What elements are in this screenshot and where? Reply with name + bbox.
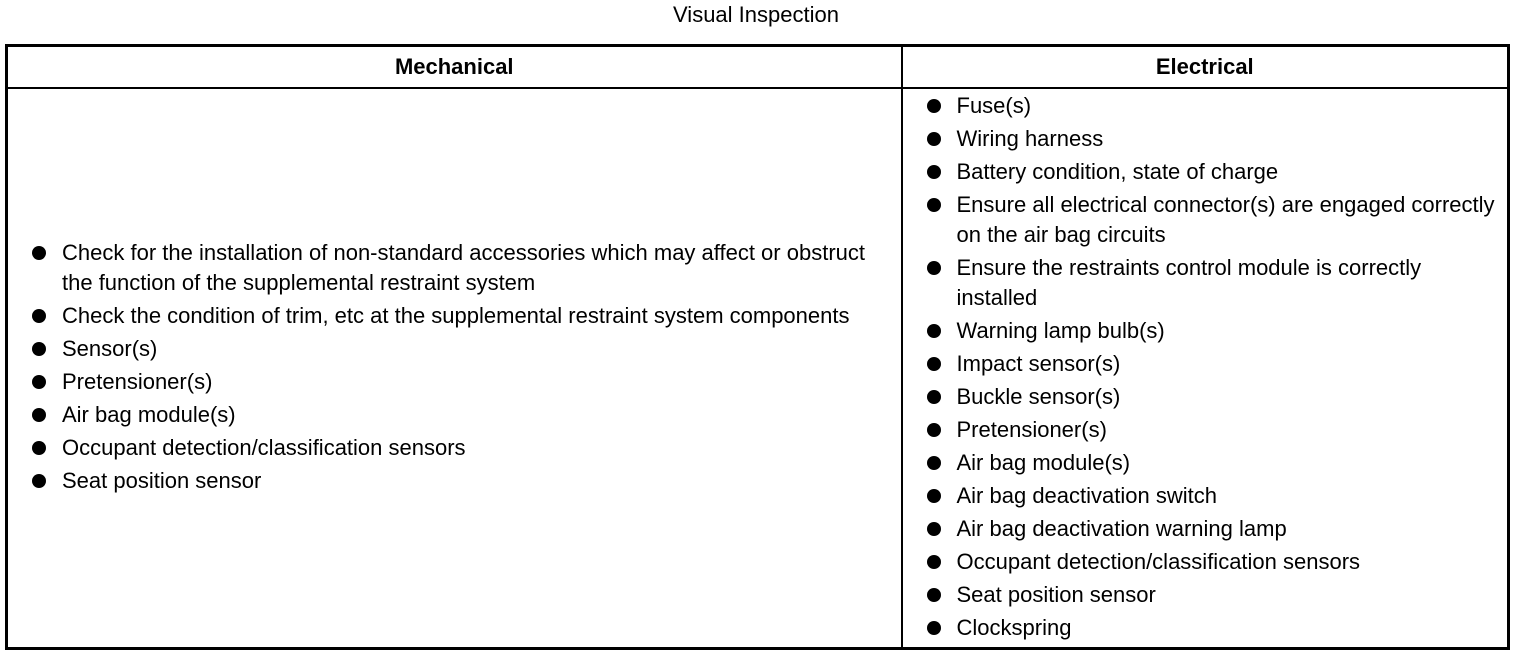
list-item bbox=[8, 466, 901, 496]
bullet-icon bbox=[927, 324, 941, 338]
bullet-icon bbox=[32, 408, 46, 422]
list-item bbox=[8, 334, 901, 364]
bullet-icon bbox=[927, 555, 941, 569]
bullet-icon bbox=[927, 588, 941, 602]
list-item-text: Wiring harness bbox=[956, 125, 1104, 151]
bullet-icon bbox=[927, 99, 941, 113]
list-item-text: Occupant detection/classification sensors bbox=[62, 434, 466, 460]
bullet-icon bbox=[927, 165, 941, 179]
list-item-text: Air bag module(s) bbox=[62, 401, 236, 427]
list-item-text: Seat position sensor bbox=[956, 581, 1156, 607]
bullet-icon bbox=[32, 246, 46, 260]
header-row bbox=[7, 46, 1509, 89]
list-item bbox=[903, 613, 1508, 643]
list-item-text: Air bag module(s) bbox=[956, 449, 1131, 475]
list-item bbox=[903, 382, 1508, 412]
list-item-text: Check the condition of trim, etc at the supplemental restraint system components bbox=[62, 302, 850, 328]
bullet-icon bbox=[927, 489, 941, 503]
list-item bbox=[903, 157, 1508, 187]
items-row bbox=[7, 88, 1509, 649]
bullet-icon bbox=[927, 357, 941, 371]
list-item bbox=[903, 316, 1508, 346]
bullet-icon bbox=[32, 309, 46, 323]
list-item-text: Pretensioner(s) bbox=[62, 368, 213, 394]
bullet-icon bbox=[927, 198, 941, 212]
list-item bbox=[903, 547, 1508, 577]
list-item bbox=[8, 400, 901, 430]
electrical-column-header: Electrical bbox=[902, 46, 1509, 89]
bullet-icon bbox=[32, 342, 46, 356]
list-item bbox=[903, 190, 1508, 250]
bullet-icon bbox=[32, 474, 46, 488]
list-item bbox=[8, 433, 901, 463]
list-item-text: Battery condition, state of charge bbox=[956, 158, 1279, 184]
bullet-icon bbox=[32, 375, 46, 389]
list-item-text: Ensure all electrical connector(s) are engaged correctly on the air bag circuits bbox=[956, 191, 1495, 247]
list-item-text: Clockspring bbox=[956, 614, 1072, 640]
list-item-text: Ensure the restraints control module is correctly installed bbox=[956, 254, 1422, 310]
bullet-icon bbox=[927, 456, 941, 470]
visual-inspection-table bbox=[5, 44, 1510, 650]
list-item-text: Occupant detection/classification sensors bbox=[956, 548, 1361, 574]
list-item bbox=[8, 238, 901, 298]
electrical-list bbox=[903, 91, 1508, 643]
list-item bbox=[903, 253, 1508, 313]
list-item bbox=[8, 301, 901, 331]
list-item bbox=[903, 124, 1508, 154]
mechanical-cell bbox=[7, 88, 902, 649]
bullet-icon bbox=[32, 441, 46, 455]
list-item-text: Fuse(s) bbox=[956, 92, 1032, 118]
table-caption: Visual Inspection bbox=[673, 2, 839, 27]
bullet-icon bbox=[927, 390, 941, 404]
list-item-text: Pretensioner(s) bbox=[956, 416, 1107, 442]
list-item-text: Seat position sensor bbox=[62, 467, 262, 493]
list-item bbox=[903, 514, 1508, 544]
bullet-icon bbox=[927, 522, 941, 536]
electrical-cell bbox=[902, 88, 1509, 649]
list-item-text: Sensor(s) bbox=[62, 335, 158, 361]
bullet-icon bbox=[927, 621, 941, 635]
list-item bbox=[903, 415, 1508, 445]
list-item bbox=[903, 91, 1508, 121]
mechanical-column-header: Mechanical bbox=[7, 46, 902, 89]
list-item-text: Check for the installation of non-standard accessories which may affect or obstruct the function of the supplemental restraint system bbox=[62, 239, 865, 295]
list-item bbox=[903, 448, 1508, 478]
list-item bbox=[903, 349, 1508, 379]
bullet-icon bbox=[927, 132, 941, 146]
list-item bbox=[903, 481, 1508, 511]
list-item-text: Warning lamp bulb(s) bbox=[956, 317, 1165, 343]
list-item-text: Impact sensor(s) bbox=[956, 350, 1121, 376]
list-item bbox=[8, 367, 901, 397]
list-item-text: Air bag deactivation switch bbox=[956, 482, 1217, 508]
bullet-icon bbox=[927, 261, 941, 275]
mechanical-list bbox=[8, 238, 901, 496]
list-item-text: Buckle sensor(s) bbox=[956, 383, 1121, 409]
list-item bbox=[903, 580, 1508, 610]
list-item-text: Air bag deactivation warning lamp bbox=[956, 515, 1287, 541]
bullet-icon bbox=[927, 423, 941, 437]
